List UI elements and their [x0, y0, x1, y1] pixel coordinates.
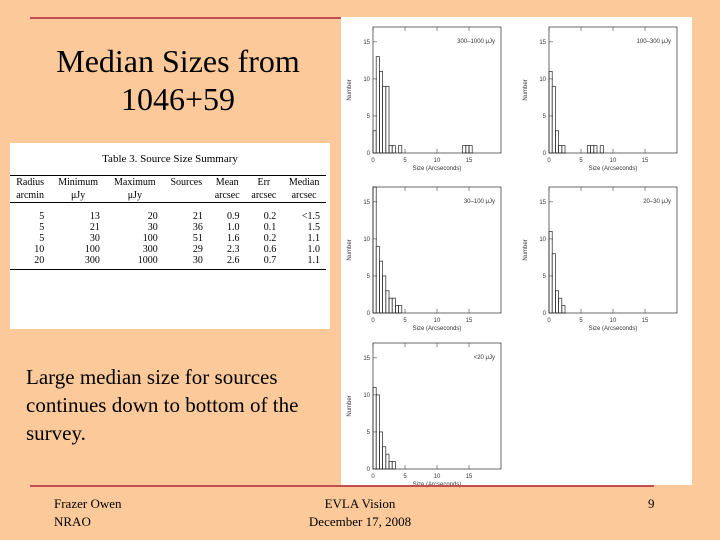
- table-row: [10, 255, 326, 270]
- table-unit-row: [10, 189, 326, 203]
- y-tick-label: 0: [542, 311, 546, 317]
- col-unit: arcsec: [246, 189, 283, 203]
- y-axis-label: Number: [347, 395, 353, 417]
- histogram-bar: [373, 131, 376, 153]
- histogram-plot: [517, 177, 692, 333]
- table-cell: 20: [147, 211, 158, 222]
- histogram-figure: [341, 17, 692, 485]
- x-tick-label: 10: [433, 318, 441, 324]
- x-tick-label: 10: [433, 474, 441, 480]
- histogram-bar: [562, 146, 565, 153]
- histogram-bar: [373, 187, 376, 313]
- histogram-bar: [376, 57, 379, 153]
- y-tick-label: 5: [366, 429, 370, 436]
- histogram-bar: [383, 86, 386, 153]
- histogram-plot: [341, 333, 516, 489]
- histogram-bar: [594, 146, 597, 153]
- histogram-bar: [555, 291, 558, 313]
- histogram-bar: [555, 131, 558, 153]
- histogram-bar: [379, 261, 382, 313]
- histogram-bar: [552, 86, 555, 153]
- table-row: [10, 222, 326, 233]
- histogram-svg: [341, 17, 516, 173]
- histogram-bar: [383, 276, 386, 313]
- table-cell: 30: [147, 222, 158, 233]
- histogram-bar: [392, 146, 395, 153]
- plot-title: <20 μJy: [473, 355, 495, 361]
- col-header: Radius: [10, 176, 50, 190]
- histogram-bar: [600, 146, 603, 153]
- y-tick-label: 10: [363, 392, 370, 399]
- table-header-row: [10, 176, 326, 190]
- x-tick-label: 5: [403, 474, 407, 480]
- histogram-bar: [399, 306, 402, 313]
- table-cell: 10: [34, 244, 45, 255]
- table-cell: 0.2: [263, 233, 277, 244]
- table-cell: <1.5: [301, 211, 320, 222]
- footer-author: [54, 495, 122, 531]
- x-tick-label: 5: [579, 158, 583, 164]
- y-tick-label: 0: [366, 151, 370, 157]
- histogram-bar: [562, 306, 565, 313]
- histogram-bar: [549, 71, 552, 153]
- table-cell: 1.6: [227, 233, 240, 244]
- table-cell: 29: [192, 244, 203, 255]
- table-cell: 300: [142, 244, 158, 255]
- x-tick-label: 5: [403, 158, 407, 164]
- histogram-plot: [517, 17, 692, 173]
- plot-frame: [373, 187, 501, 313]
- x-tick-label: 5: [403, 318, 407, 324]
- histogram-bar: [376, 246, 379, 313]
- x-tick-label: 10: [609, 158, 617, 164]
- histogram-bar: [392, 298, 395, 313]
- table-cell: 1.0: [227, 222, 240, 233]
- footer-author-name: Frazer Owen: [54, 496, 122, 511]
- y-tick-label: 5: [542, 113, 546, 120]
- y-tick-label: 0: [366, 467, 370, 473]
- x-axis-label: Size (Arcseconds): [588, 166, 638, 172]
- x-tick-label: 0: [547, 158, 551, 164]
- y-axis-label: Number: [523, 239, 529, 261]
- table-cell: 1.5: [307, 222, 320, 233]
- histogram-bar: [549, 231, 552, 313]
- y-tick-label: 0: [542, 151, 546, 157]
- histogram-bar: [399, 146, 402, 153]
- table-caption: Table 3. Source Size Summary: [102, 153, 238, 165]
- table-cell: 100: [84, 244, 100, 255]
- histogram-bar: [386, 291, 389, 313]
- table-cell: 0.2: [263, 211, 277, 222]
- histogram-bar: [392, 462, 395, 469]
- histogram-bar: [395, 306, 398, 313]
- table-row: [10, 244, 326, 255]
- col-header: Err: [246, 176, 283, 190]
- plot-frame: [549, 27, 677, 153]
- plot-frame: [373, 343, 501, 469]
- page-number: 9: [648, 496, 655, 511]
- table-cell: 1.1: [307, 233, 320, 244]
- histogram-bar: [466, 146, 469, 153]
- source-size-table-image: [10, 143, 330, 329]
- histogram-bar: [469, 146, 472, 153]
- table-cell: 30: [89, 233, 100, 244]
- table-cell: 100: [142, 233, 158, 244]
- table-cell: 1.1: [282, 255, 326, 270]
- table-cell: 0.6: [263, 244, 277, 255]
- y-axis-label: Number: [523, 79, 529, 101]
- slide-body-text: Large median size for sources continues down to bottom of the survey.: [26, 365, 299, 445]
- plot-title: 30–100 μJy: [463, 199, 495, 205]
- table-cell: 1.0: [307, 244, 320, 255]
- x-tick-label: 10: [609, 318, 617, 324]
- plot-title: 20–30 μJy: [643, 199, 671, 205]
- y-tick-label: 10: [539, 236, 546, 243]
- x-tick-label: 0: [371, 158, 375, 164]
- table-cell: 5: [39, 211, 45, 222]
- histogram-bar: [386, 454, 389, 469]
- histogram-bar: [591, 146, 594, 153]
- table-cell: 21: [192, 211, 203, 222]
- table-cell: 2.6: [209, 255, 246, 270]
- table-cell: 0.9: [227, 211, 240, 222]
- col-header: Median: [282, 176, 326, 190]
- plot-title: 300–1000 μJy: [457, 39, 495, 45]
- y-tick-label: 15: [363, 355, 370, 362]
- histogram-bar: [386, 86, 389, 153]
- plot-frame: [549, 187, 677, 313]
- source-size-table: [10, 175, 326, 270]
- table-cell: 5: [39, 233, 45, 244]
- x-tick-label: 15: [465, 158, 473, 164]
- footer-event-name: EVLA Vision: [324, 496, 396, 511]
- histogram-bar: [379, 432, 382, 469]
- col-unit: μJy: [50, 189, 106, 203]
- y-tick-label: 15: [363, 39, 370, 46]
- table-cell: 21: [89, 222, 100, 233]
- histogram-bar: [383, 447, 386, 469]
- histogram-bar: [559, 298, 562, 313]
- table-cell: 5: [39, 222, 45, 233]
- histogram-svg: [341, 177, 516, 333]
- histogram-svg: [517, 177, 692, 333]
- slide-title: Median Sizes from 1046+59: [56, 43, 300, 117]
- histogram-plot: [341, 177, 516, 333]
- histogram-bar: [559, 146, 562, 153]
- y-tick-label: 10: [363, 76, 370, 83]
- x-tick-label: 15: [641, 318, 649, 324]
- table-cell: 300: [50, 255, 106, 270]
- table-row: [10, 233, 326, 244]
- y-tick-label: 5: [366, 273, 370, 280]
- histogram-svg: [341, 333, 516, 489]
- histogram-bar: [389, 298, 392, 313]
- table-cell: 0.1: [263, 222, 277, 233]
- y-axis-label: Number: [347, 79, 353, 101]
- x-tick-label: 10: [433, 158, 441, 164]
- footer-author-org: NRAO: [54, 514, 91, 529]
- histogram-bar: [463, 146, 466, 153]
- x-tick-label: 15: [465, 318, 473, 324]
- plot-title: 100–300 μJy: [636, 39, 671, 45]
- histogram-svg: [517, 17, 692, 173]
- col-header: Maximum: [106, 176, 164, 190]
- x-tick-label: 15: [465, 474, 473, 480]
- y-tick-label: 15: [539, 39, 546, 46]
- histogram-bar: [379, 71, 382, 153]
- histogram-bar: [373, 387, 376, 469]
- y-tick-label: 5: [542, 273, 546, 280]
- y-tick-label: 15: [363, 199, 370, 206]
- x-tick-label: 0: [371, 474, 375, 480]
- histogram-plot: [341, 17, 516, 173]
- histogram-bar: [389, 146, 392, 153]
- histogram-bar: [587, 146, 590, 153]
- table-cell: 1000: [106, 255, 164, 270]
- col-unit: arcmin: [10, 189, 50, 203]
- y-tick-label: 5: [366, 113, 370, 120]
- y-tick-label: 10: [363, 236, 370, 243]
- x-axis-label: Size (Arcseconds): [588, 326, 638, 332]
- footer-event-date: December 17, 2008: [308, 514, 412, 529]
- col-unit: arcsec: [282, 189, 326, 203]
- plot-frame: [373, 27, 501, 153]
- y-tick-label: 10: [539, 76, 546, 83]
- table-cell: 51: [192, 233, 203, 244]
- col-unit: [164, 189, 209, 203]
- histogram-bar: [389, 462, 392, 469]
- y-tick-label: 15: [539, 199, 546, 206]
- histogram-bar: [552, 254, 555, 313]
- table-row: [10, 203, 326, 223]
- col-unit: μJy: [106, 189, 164, 203]
- col-header: Mean: [209, 176, 246, 190]
- bottom-rule: [30, 485, 654, 487]
- table-cell: 36: [192, 222, 203, 233]
- footer-event: [290, 495, 430, 531]
- x-tick-label: 0: [547, 318, 551, 324]
- table-cell: 20: [10, 255, 50, 270]
- table-cell: 0.7: [246, 255, 283, 270]
- table-cell: 2.3: [227, 244, 240, 255]
- x-tick-label: 0: [371, 318, 375, 324]
- x-tick-label: 15: [641, 158, 649, 164]
- col-header: Minimum: [50, 176, 106, 190]
- col-header: Sources: [164, 176, 209, 190]
- x-axis-label: Size (Arcseconds): [412, 166, 462, 172]
- table-cell: 30: [164, 255, 209, 270]
- y-axis-label: Number: [347, 239, 353, 261]
- col-unit: arcsec: [209, 189, 246, 203]
- x-tick-label: 5: [579, 318, 583, 324]
- table-cell: 13: [89, 211, 100, 222]
- y-tick-label: 0: [366, 311, 370, 317]
- x-axis-label: Size (Arcseconds): [412, 326, 462, 332]
